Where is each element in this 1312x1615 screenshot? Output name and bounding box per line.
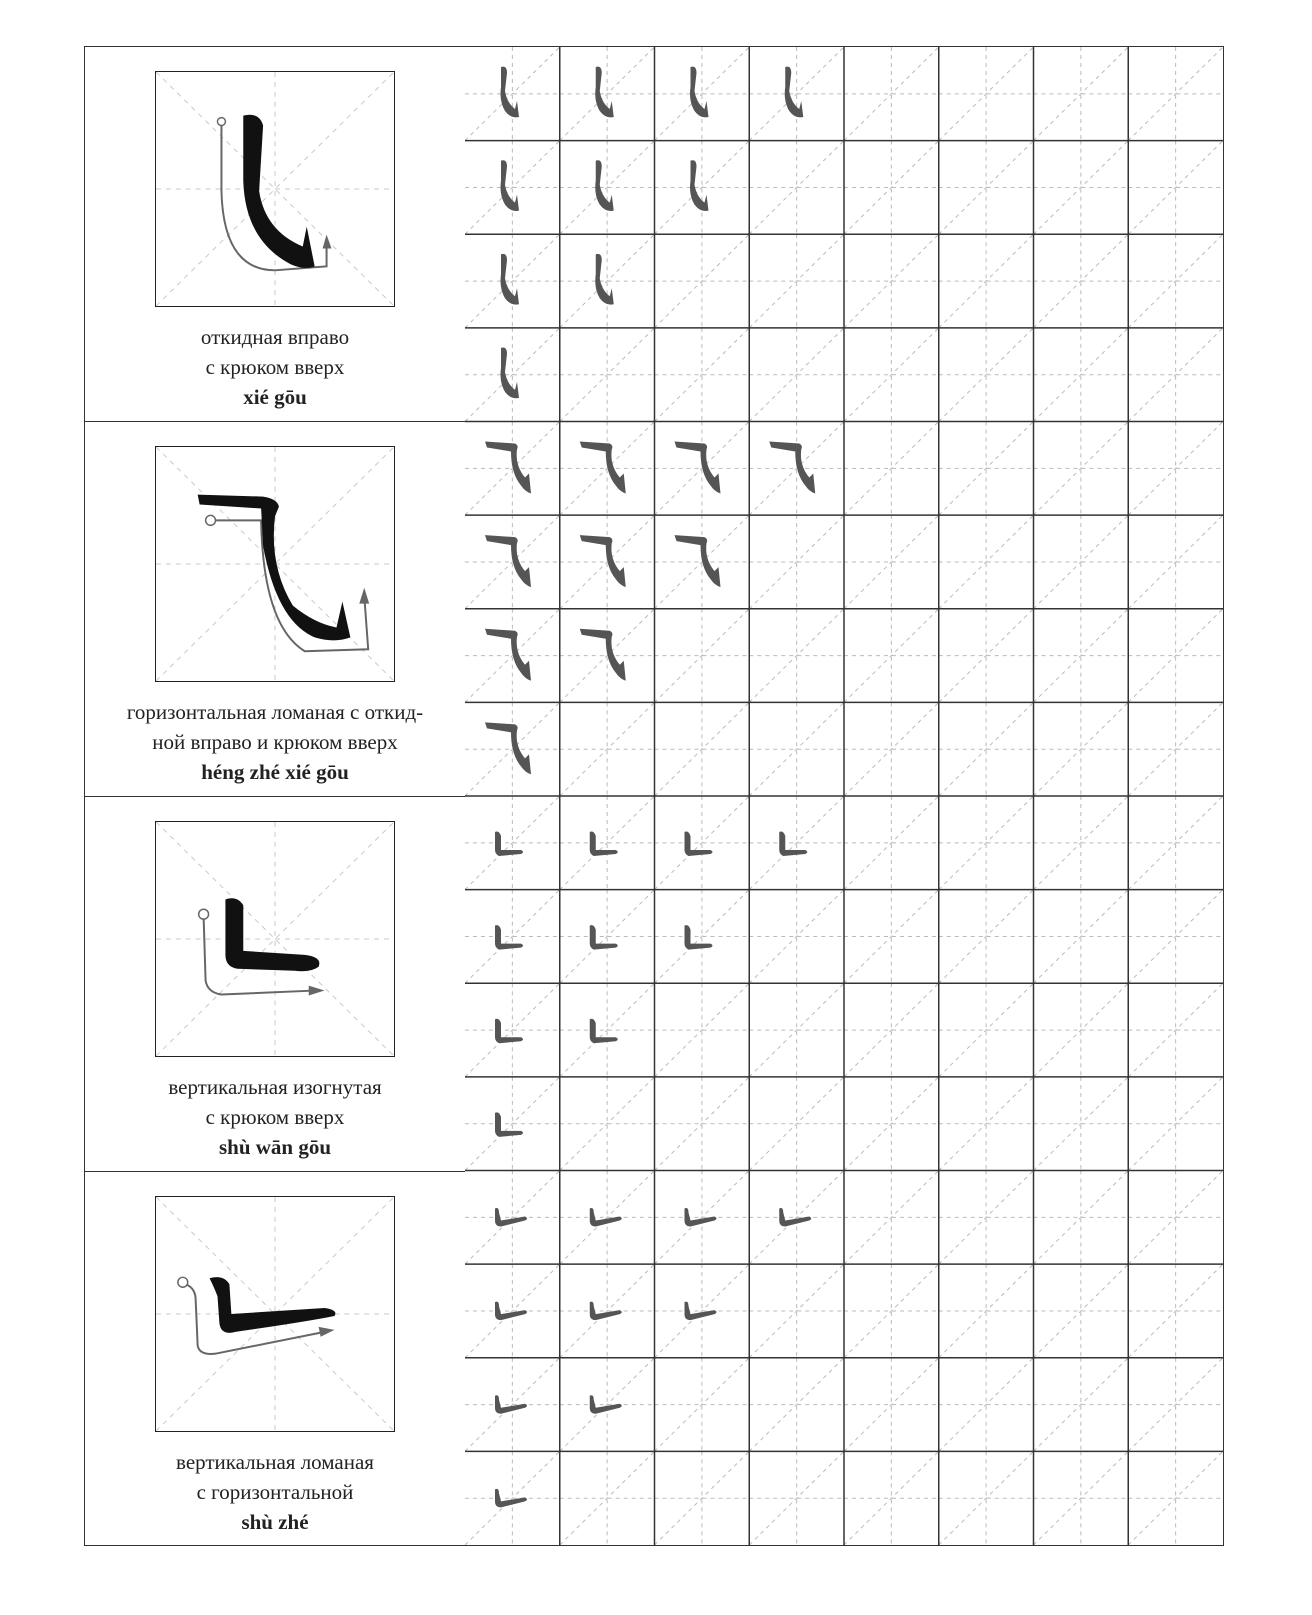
stroke-name-line: с крюком вверх [205, 1105, 345, 1129]
practice-grid [465, 47, 1223, 1545]
practice-stroke-sample [675, 442, 721, 494]
practice-stroke-sample [590, 1302, 622, 1321]
practice-stroke-sample [590, 1395, 622, 1414]
practice-stroke-sample [485, 629, 531, 681]
practice-stroke-sample [495, 1208, 527, 1227]
practice-stroke-sample [690, 67, 709, 118]
stroke-section-heng-zhe-xie-gou [85, 422, 465, 797]
practice-stroke-sample [495, 1395, 527, 1414]
stroke-pinyin: héng zhé xié gōu [201, 760, 349, 784]
stroke-section-xie-gou [85, 47, 465, 422]
stroke-name-line: с горизонтальной [196, 1480, 354, 1504]
stroke-pinyin: shù wān gōu [218, 1135, 332, 1159]
stroke-section-shu-wan-gou [85, 797, 465, 1172]
practice-stroke-sample [485, 722, 531, 774]
practice-stroke-sample [595, 160, 614, 211]
stroke-name-line: горизонтальная ломаная с откид- [126, 700, 424, 724]
practice-stroke-sample [580, 629, 626, 681]
practice-stroke-sample [590, 832, 618, 857]
practice-stroke-sample [485, 442, 531, 494]
stroke-diagram-xie-gou [155, 71, 395, 307]
practice-stroke-sample [495, 925, 523, 950]
practice-stroke-sample [779, 1208, 811, 1227]
practice-stroke-sample [779, 832, 807, 857]
stroke-name-line: вертикальная ломаная [176, 1450, 374, 1474]
practice-stroke-sample [690, 160, 709, 211]
practice-stroke-sample [595, 67, 614, 118]
practice-stroke-sample [495, 1302, 527, 1321]
practice-sheet [84, 46, 1224, 1546]
practice-stroke-sample [595, 254, 614, 305]
practice-stroke-sample [590, 925, 618, 950]
practice-stroke-sample [675, 535, 721, 587]
practice-stroke-sample [590, 1208, 622, 1227]
stroke-pinyin: shù zhé [241, 1510, 309, 1534]
stroke-name-line: откидная вправо [200, 325, 350, 349]
practice-stroke-sample [501, 347, 520, 398]
stroke-pinyin: xié gōu [243, 385, 307, 409]
practice-stroke-sample [495, 1019, 523, 1044]
practice-stroke-sample [785, 67, 804, 118]
practice-stroke-sample [501, 254, 520, 305]
practice-stroke-sample [580, 442, 626, 494]
practice-stroke-sample [495, 1112, 523, 1137]
practice-stroke-sample [580, 535, 626, 587]
practice-stroke-sample [485, 535, 531, 587]
practice-stroke-sample [685, 925, 713, 950]
stroke-name-line: ной вправо и крюком вверх [152, 730, 398, 754]
practice-stroke-sample [501, 67, 520, 118]
practice-stroke-sample [495, 832, 523, 857]
practice-stroke-sample [685, 832, 713, 857]
stroke-diagram-heng-zhe-xie-gou [155, 446, 395, 682]
stroke-diagram-shu-wan-gou [155, 821, 395, 1057]
practice-stroke-sample [501, 160, 520, 211]
practice-grid-canvas [465, 47, 1223, 1545]
stroke-caption [85, 1447, 465, 1537]
stroke-diagram-shu-zhe [155, 1196, 395, 1432]
stroke-name-line: с крюком вверх [205, 355, 345, 379]
practice-stroke-sample [685, 1302, 717, 1321]
practice-stroke-sample [590, 1019, 618, 1044]
practice-stroke-sample [769, 442, 815, 494]
stroke-caption [85, 697, 465, 787]
stroke-name-line: вертикальная изогнутая [168, 1075, 382, 1099]
stroke-caption [85, 1072, 465, 1162]
practice-stroke-sample [495, 1489, 527, 1508]
practice-stroke-sample [685, 1208, 717, 1227]
stroke-caption [85, 322, 465, 412]
stroke-section-shu-zhe [85, 1172, 465, 1547]
